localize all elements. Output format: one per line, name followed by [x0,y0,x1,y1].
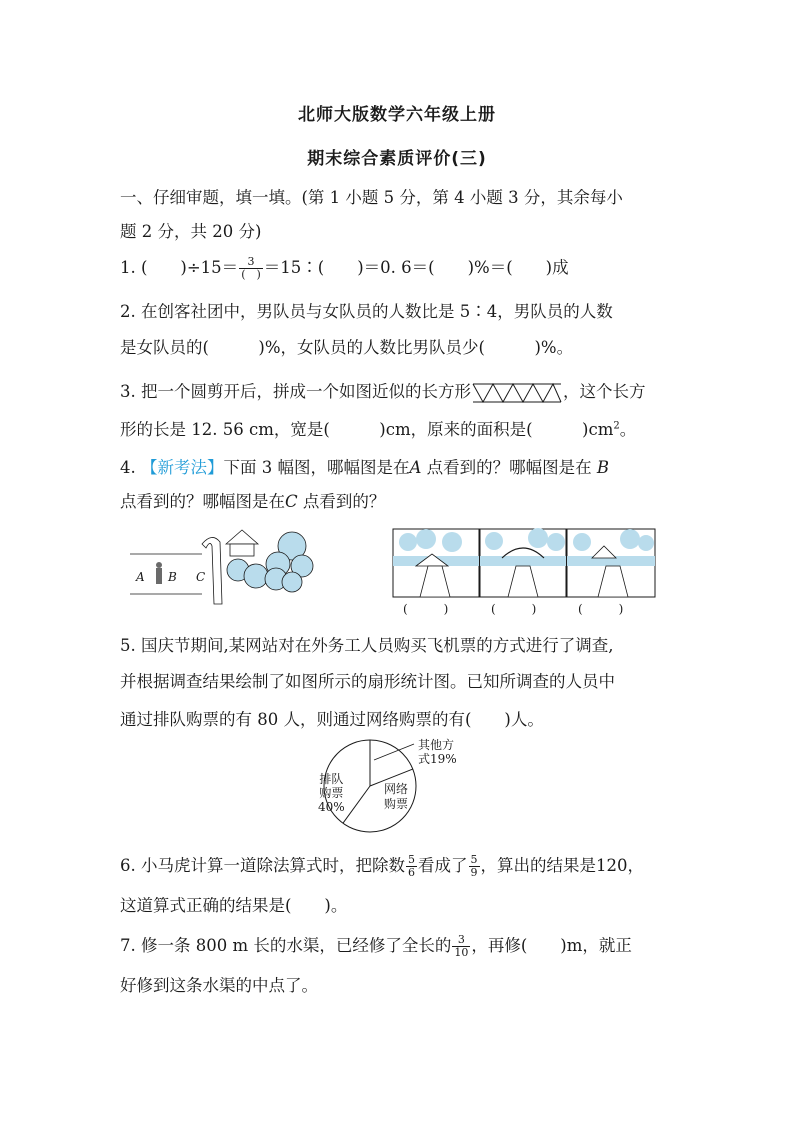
q7-f-den: 10 [454,946,469,959]
q4-point-b: B [596,458,610,477]
q7-text-b: ，再修( )m，就正 [471,936,632,955]
view-panel-2 [480,528,566,597]
q1-fraction [239,256,263,281]
slice-other-line2: 式19% [418,752,457,766]
question-5-line2: 并根据调查结果绘制了如图所示的扇形统计图。已知所调查的人员中 [120,672,615,691]
question-4-line2 [120,488,385,512]
answer-blank-3[interactable]: ( ) [578,602,624,616]
scene-label-a: A [136,570,145,584]
slice-label-other [418,738,457,766]
question-7-line1 [120,932,632,959]
q3-text-d: 。 [619,420,637,439]
question-3-line2 [120,416,636,440]
question-1 [120,254,569,281]
slice-online-line2: 购票 [384,797,409,811]
scene-label-c: C [196,570,206,584]
question-2-line1: 2. 在创客社团中，男队员与女队员的人数比是 5∶4，男队员的人数 [120,302,613,321]
q6-f2-den: 9 [470,866,478,879]
view-panel-1 [393,529,479,597]
q6-f1-num: 5 [408,853,415,866]
q7-f-num: 3 [452,934,470,947]
answer-blank-1[interactable]: ( ) [403,602,449,616]
question-6-line1 [120,852,644,879]
slice-queue-line2: 购票 [319,786,344,800]
slice-label-online [384,782,408,812]
q7-fraction [452,934,470,959]
question-6-line2: 这道算式正确的结果是( )。 [120,896,348,915]
q4-text-b: 下面 3 幅图，哪幅图是在 [223,458,410,477]
page-subtitle: 期末综合素质评价(三) [307,149,487,169]
q1-prefix: 1. ( )÷15＝ [120,258,239,277]
q6-text-c: ，算出的结果是120， [480,856,644,875]
q1-frac-den: ( ) [241,268,261,281]
new-method-tag: 【新考法】 [141,458,224,477]
q3-text-a: 3. 把一个圆剪开后，拼成一个如图近似的长方形 [120,382,471,401]
q4-text-a: 4. [120,458,141,477]
q7-text-a: 7. 修一条 800 m 长的水渠，已经修了全长的 [120,936,452,955]
q6-fraction-2 [469,854,480,879]
question-7-line2: 好修到这条水渠的中点了。 [120,976,318,995]
question-4-line1 [120,454,609,478]
rectangle-figure [471,382,563,404]
q4-text-d: 点看到的？哪幅图是在 [120,492,285,511]
q1-suffix: ＝15∶( )＝0. 6＝( )%＝( )成 [263,258,569,277]
section-heading-line1: 一、仔细审题，填一填。(第 1 小题 5 分，第 4 小题 3 分，其余每小 [120,188,623,207]
q3-text-b: ，这个长方 [563,382,646,401]
park-scene-illustration [130,524,315,606]
question-5-line1: 5. 国庆节期间,某网站对在外务工人员购买飞机票的方式进行了调查, [120,636,614,655]
page-title: 北师大版数学六年级上册 [298,105,496,125]
q6-text-a: 6. 小马虎计算一道除法算式时，把除数 [120,856,405,875]
slice-queue-value: 40% [318,800,345,814]
slice-other-line1: 其他方 [418,738,455,752]
slice-label-queue [318,772,345,814]
q6-f1-den: 6 [408,866,415,879]
three-view-panels [392,528,656,598]
q3-sup: 2 [613,420,620,432]
q4-text-e: 点看到的？ [297,492,386,511]
slice-online-line1: 网络 [384,782,409,796]
q4-point-a: A [409,458,422,477]
q3-text-c: 形的长是 12. 56 cm，宽是( )cm，原来的面积是( )cm [120,420,614,439]
view-panel-3 [567,529,655,597]
scene-label-b: B [168,570,177,584]
q4-text-c: 点看到的？哪幅图是在 [421,458,597,477]
q1-frac-num: 3 [239,256,263,269]
q6-text-b: 看成了 [418,856,468,875]
q6-fraction-1 [406,854,417,879]
section-heading-line2: 题 2 分，共 20 分) [120,222,262,241]
answer-blank-2[interactable]: ( ) [491,602,537,616]
question-3-line1 [120,378,646,404]
slice-queue-line1: 排队 [319,772,344,786]
q6-f2-num: 5 [470,853,478,866]
question-2-line2: 是女队员的( )%，女队员的人数比男队员少( )%。 [120,338,574,357]
q4-point-c: C [285,492,298,511]
question-5-line3: 通过排队购票的有 80 人，则通过网络购票的有( )人。 [120,710,544,729]
